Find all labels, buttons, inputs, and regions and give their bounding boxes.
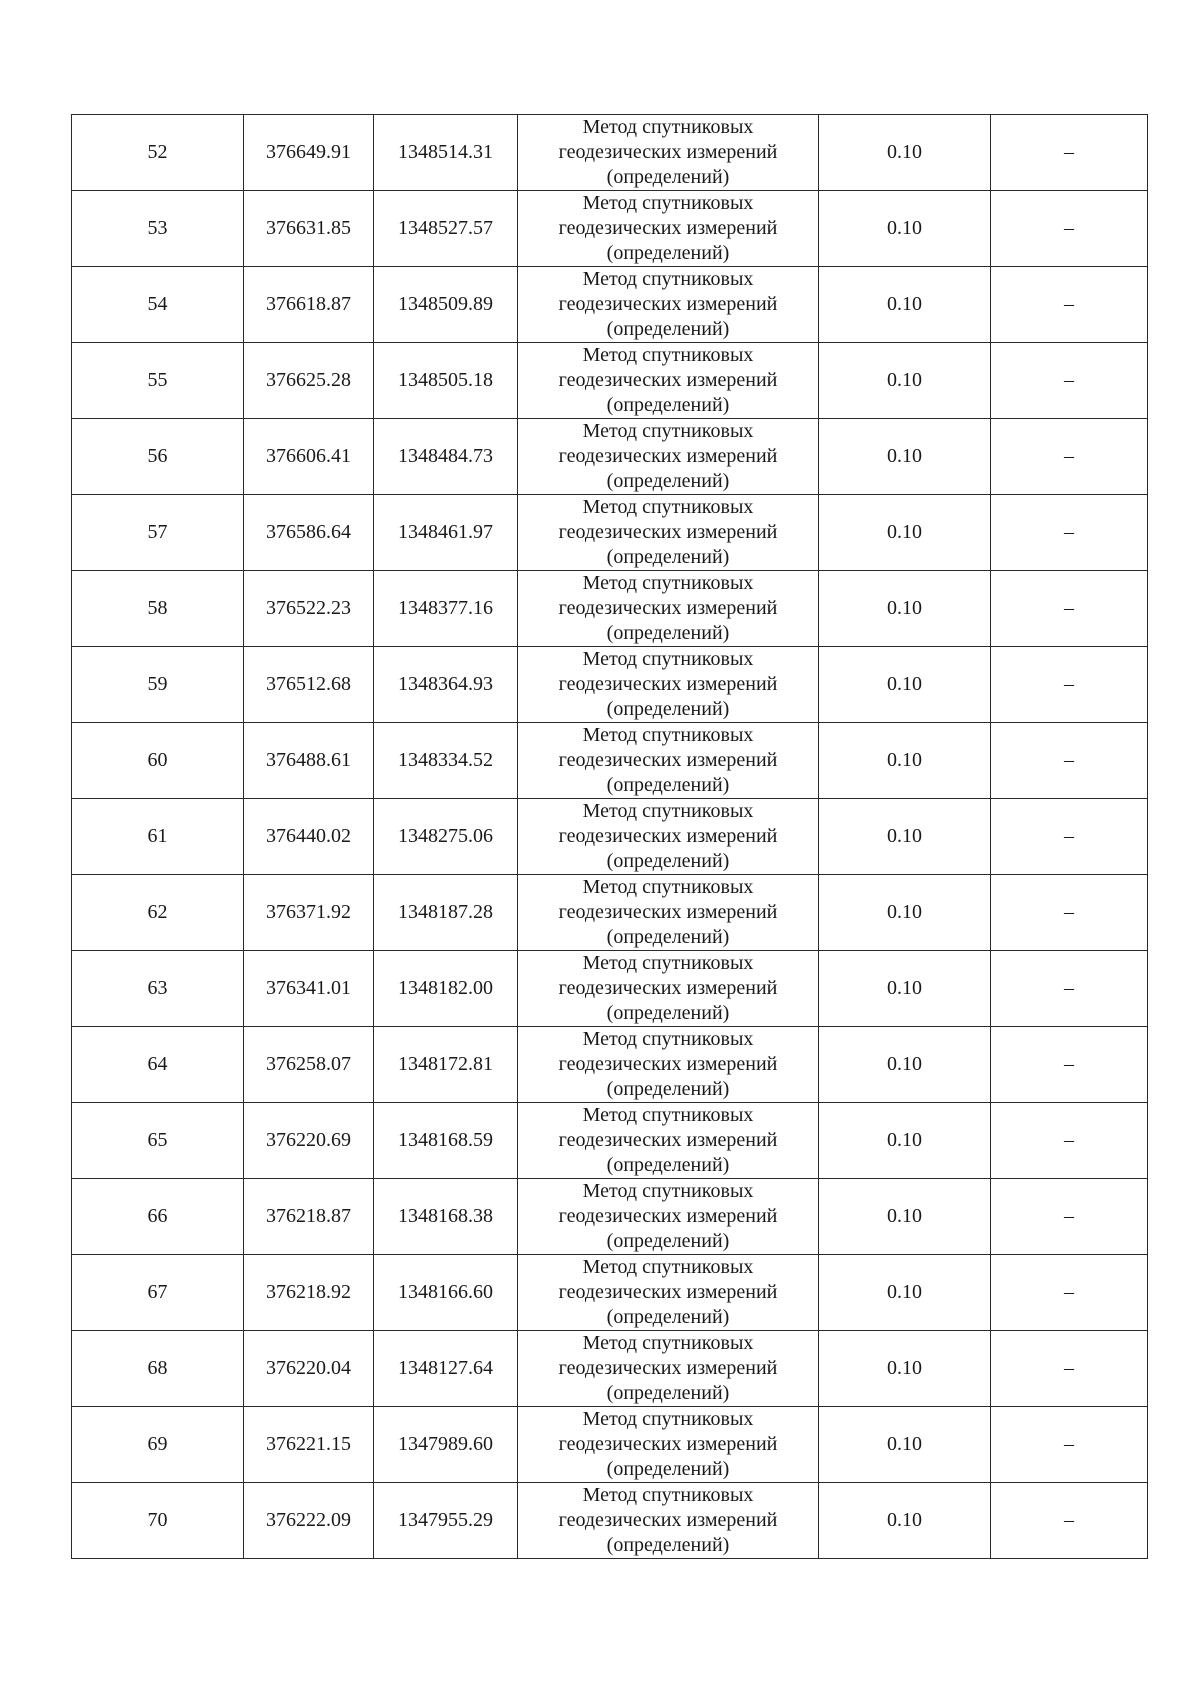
- method-line: (определений): [606, 1458, 730, 1480]
- method-line: геодезических измерений: [558, 369, 778, 391]
- method-line: (определений): [606, 1382, 730, 1404]
- accuracy-cell: 0.10: [819, 647, 991, 723]
- method-line: Метод спутниковых: [582, 724, 754, 746]
- point-number-cell: 68: [72, 1331, 244, 1407]
- x-coordinate-cell: 376618.87: [244, 267, 374, 343]
- point-number-cell: 62: [72, 875, 244, 951]
- method-line: Метод спутниковых: [582, 648, 754, 670]
- method-line: Метод спутниковых: [582, 116, 754, 138]
- method-line: Метод спутниковых: [582, 344, 754, 366]
- table-row: [72, 343, 1148, 419]
- accuracy-cell: 0.10: [819, 267, 991, 343]
- y-coordinate-cell: 1348514.31: [374, 115, 518, 191]
- method-cell: [518, 191, 819, 267]
- y-coordinate-cell: 1348509.89: [374, 267, 518, 343]
- note-cell: –: [991, 1331, 1148, 1407]
- method-cell: [518, 1483, 819, 1559]
- method-line: (определений): [606, 318, 730, 340]
- note-cell: –: [991, 1407, 1148, 1483]
- note-cell: –: [991, 495, 1148, 571]
- y-coordinate-cell: 1348166.60: [374, 1255, 518, 1331]
- y-coordinate-cell: 1348484.73: [374, 419, 518, 495]
- method-cell: [518, 1255, 819, 1331]
- method-line: геодезических измерений: [558, 293, 778, 315]
- accuracy-cell: 0.10: [819, 875, 991, 951]
- accuracy-cell: 0.10: [819, 1331, 991, 1407]
- method-cell: [518, 571, 819, 647]
- note-cell: –: [991, 951, 1148, 1027]
- point-number-cell: 64: [72, 1027, 244, 1103]
- point-number-cell: 57: [72, 495, 244, 571]
- method-cell: [518, 723, 819, 799]
- accuracy-cell: 0.10: [819, 419, 991, 495]
- point-number-cell: 59: [72, 647, 244, 723]
- method-line: Метод спутниковых: [582, 1180, 754, 1202]
- method-line: Метод спутниковых: [582, 1484, 754, 1506]
- method-line: геодезических измерений: [558, 1053, 778, 1075]
- note-cell: –: [991, 115, 1148, 191]
- accuracy-cell: 0.10: [819, 1483, 991, 1559]
- method-line: Метод спутниковых: [582, 1256, 754, 1278]
- x-coordinate-cell: 376258.07: [244, 1027, 374, 1103]
- table-row: [72, 1407, 1148, 1483]
- note-cell: –: [991, 875, 1148, 951]
- note-cell: –: [991, 267, 1148, 343]
- table-row: [72, 571, 1148, 647]
- x-coordinate-cell: 376488.61: [244, 723, 374, 799]
- method-line: геодезических измерений: [558, 217, 778, 239]
- accuracy-cell: 0.10: [819, 951, 991, 1027]
- method-line: Метод спутниковых: [582, 952, 754, 974]
- method-line: геодезических измерений: [558, 825, 778, 847]
- method-line: геодезических измерений: [558, 521, 778, 543]
- y-coordinate-cell: 1348168.38: [374, 1179, 518, 1255]
- method-cell: [518, 1027, 819, 1103]
- x-coordinate-cell: 376220.04: [244, 1331, 374, 1407]
- y-coordinate-cell: 1347955.29: [374, 1483, 518, 1559]
- table-row: [72, 647, 1148, 723]
- accuracy-cell: 0.10: [819, 799, 991, 875]
- method-line: (определений): [606, 1078, 730, 1100]
- note-cell: –: [991, 799, 1148, 875]
- point-number-cell: 63: [72, 951, 244, 1027]
- method-line: геодезических измерений: [558, 1509, 778, 1531]
- method-line: Метод спутниковых: [582, 1104, 754, 1126]
- method-line: Метод спутниковых: [582, 876, 754, 898]
- table-row: [72, 191, 1148, 267]
- accuracy-cell: 0.10: [819, 1407, 991, 1483]
- x-coordinate-cell: 376586.64: [244, 495, 374, 571]
- note-cell: –: [991, 419, 1148, 495]
- table-row: [72, 267, 1148, 343]
- note-cell: –: [991, 1179, 1148, 1255]
- method-line: (определений): [606, 394, 730, 416]
- method-line: (определений): [606, 1306, 730, 1328]
- method-line: Метод спутниковых: [582, 1028, 754, 1050]
- method-line: геодезических измерений: [558, 1129, 778, 1151]
- note-cell: –: [991, 191, 1148, 267]
- y-coordinate-cell: 1348275.06: [374, 799, 518, 875]
- method-line: (определений): [606, 1154, 730, 1176]
- table-row: [72, 1331, 1148, 1407]
- method-line: (определений): [606, 1534, 730, 1556]
- x-coordinate-cell: 376606.41: [244, 419, 374, 495]
- method-cell: [518, 799, 819, 875]
- y-coordinate-cell: 1348461.97: [374, 495, 518, 571]
- table-row: [72, 1103, 1148, 1179]
- method-line: геодезических измерений: [558, 1433, 778, 1455]
- x-coordinate-cell: 376218.87: [244, 1179, 374, 1255]
- x-coordinate-cell: 376221.15: [244, 1407, 374, 1483]
- note-cell: –: [991, 723, 1148, 799]
- note-cell: –: [991, 1483, 1148, 1559]
- method-line: Метод спутниковых: [582, 496, 754, 518]
- accuracy-cell: 0.10: [819, 495, 991, 571]
- table-row: [72, 115, 1148, 191]
- method-line: Метод спутниковых: [582, 420, 754, 442]
- method-line: геодезических измерений: [558, 1357, 778, 1379]
- y-coordinate-cell: 1348377.16: [374, 571, 518, 647]
- accuracy-cell: 0.10: [819, 1179, 991, 1255]
- y-coordinate-cell: 1348527.57: [374, 191, 518, 267]
- x-coordinate-cell: 376371.92: [244, 875, 374, 951]
- point-number-cell: 65: [72, 1103, 244, 1179]
- point-number-cell: 60: [72, 723, 244, 799]
- method-line: (определений): [606, 166, 730, 188]
- y-coordinate-cell: 1348334.52: [374, 723, 518, 799]
- method-cell: [518, 115, 819, 191]
- y-coordinate-cell: 1347989.60: [374, 1407, 518, 1483]
- method-line: (определений): [606, 546, 730, 568]
- point-number-cell: 54: [72, 267, 244, 343]
- method-line: геодезических измерений: [558, 597, 778, 619]
- table-row: [72, 1179, 1148, 1255]
- x-coordinate-cell: 376649.91: [244, 115, 374, 191]
- y-coordinate-cell: 1348168.59: [374, 1103, 518, 1179]
- method-line: (определений): [606, 1230, 730, 1252]
- method-cell: [518, 1103, 819, 1179]
- x-coordinate-cell: 376218.92: [244, 1255, 374, 1331]
- x-coordinate-cell: 376631.85: [244, 191, 374, 267]
- method-line: (определений): [606, 1002, 730, 1024]
- accuracy-cell: 0.10: [819, 723, 991, 799]
- note-cell: –: [991, 343, 1148, 419]
- x-coordinate-cell: 376220.69: [244, 1103, 374, 1179]
- method-line: (определений): [606, 698, 730, 720]
- method-line: геодезических измерений: [558, 977, 778, 999]
- method-line: Метод спутниковых: [582, 572, 754, 594]
- method-cell: [518, 343, 819, 419]
- y-coordinate-cell: 1348505.18: [374, 343, 518, 419]
- note-cell: –: [991, 1103, 1148, 1179]
- coordinates-table-body: [72, 115, 1148, 1559]
- table-row: [72, 723, 1148, 799]
- accuracy-cell: 0.10: [819, 1255, 991, 1331]
- x-coordinate-cell: 376341.01: [244, 951, 374, 1027]
- accuracy-cell: 0.10: [819, 191, 991, 267]
- table-row: [72, 495, 1148, 571]
- method-cell: [518, 951, 819, 1027]
- accuracy-cell: 0.10: [819, 1027, 991, 1103]
- method-line: (определений): [606, 850, 730, 872]
- y-coordinate-cell: 1348182.00: [374, 951, 518, 1027]
- accuracy-cell: 0.10: [819, 115, 991, 191]
- method-line: Метод спутниковых: [582, 800, 754, 822]
- method-cell: [518, 1179, 819, 1255]
- y-coordinate-cell: 1348172.81: [374, 1027, 518, 1103]
- method-line: геодезических измерений: [558, 673, 778, 695]
- note-cell: –: [991, 1027, 1148, 1103]
- method-line: геодезических измерений: [558, 901, 778, 923]
- table-row: [72, 1027, 1148, 1103]
- method-line: геодезических измерений: [558, 445, 778, 467]
- x-coordinate-cell: 376625.28: [244, 343, 374, 419]
- table-row: [72, 799, 1148, 875]
- method-line: (определений): [606, 774, 730, 796]
- accuracy-cell: 0.10: [819, 343, 991, 419]
- method-line: (определений): [606, 470, 730, 492]
- x-coordinate-cell: 376522.23: [244, 571, 374, 647]
- point-number-cell: 69: [72, 1407, 244, 1483]
- y-coordinate-cell: 1348127.64: [374, 1331, 518, 1407]
- method-line: геодезических измерений: [558, 1205, 778, 1227]
- table-row: [72, 951, 1148, 1027]
- method-line: Метод спутниковых: [582, 268, 754, 290]
- coordinates-table: [71, 114, 1148, 1559]
- method-line: (определений): [606, 622, 730, 644]
- point-number-cell: 55: [72, 343, 244, 419]
- table-row: [72, 1255, 1148, 1331]
- method-cell: [518, 875, 819, 951]
- method-line: (определений): [606, 242, 730, 264]
- x-coordinate-cell: 376222.09: [244, 1483, 374, 1559]
- accuracy-cell: 0.10: [819, 1103, 991, 1179]
- point-number-cell: 53: [72, 191, 244, 267]
- table-row: [72, 1483, 1148, 1559]
- method-line: геодезических измерений: [558, 749, 778, 771]
- point-number-cell: 66: [72, 1179, 244, 1255]
- point-number-cell: 70: [72, 1483, 244, 1559]
- point-number-cell: 52: [72, 115, 244, 191]
- method-cell: [518, 495, 819, 571]
- point-number-cell: 58: [72, 571, 244, 647]
- x-coordinate-cell: 376512.68: [244, 647, 374, 723]
- note-cell: –: [991, 571, 1148, 647]
- table-row: [72, 875, 1148, 951]
- method-cell: [518, 419, 819, 495]
- point-number-cell: 61: [72, 799, 244, 875]
- method-cell: [518, 1331, 819, 1407]
- method-line: Метод спутниковых: [582, 192, 754, 214]
- method-line: геодезических измерений: [558, 141, 778, 163]
- method-line: геодезических измерений: [558, 1281, 778, 1303]
- method-cell: [518, 647, 819, 723]
- y-coordinate-cell: 1348364.93: [374, 647, 518, 723]
- method-line: Метод спутниковых: [582, 1332, 754, 1354]
- method-cell: [518, 267, 819, 343]
- table-row: [72, 419, 1148, 495]
- point-number-cell: 67: [72, 1255, 244, 1331]
- point-number-cell: 56: [72, 419, 244, 495]
- y-coordinate-cell: 1348187.28: [374, 875, 518, 951]
- method-line: (определений): [606, 926, 730, 948]
- note-cell: –: [991, 647, 1148, 723]
- note-cell: –: [991, 1255, 1148, 1331]
- method-line: Метод спутниковых: [582, 1408, 754, 1430]
- x-coordinate-cell: 376440.02: [244, 799, 374, 875]
- method-cell: [518, 1407, 819, 1483]
- accuracy-cell: 0.10: [819, 571, 991, 647]
